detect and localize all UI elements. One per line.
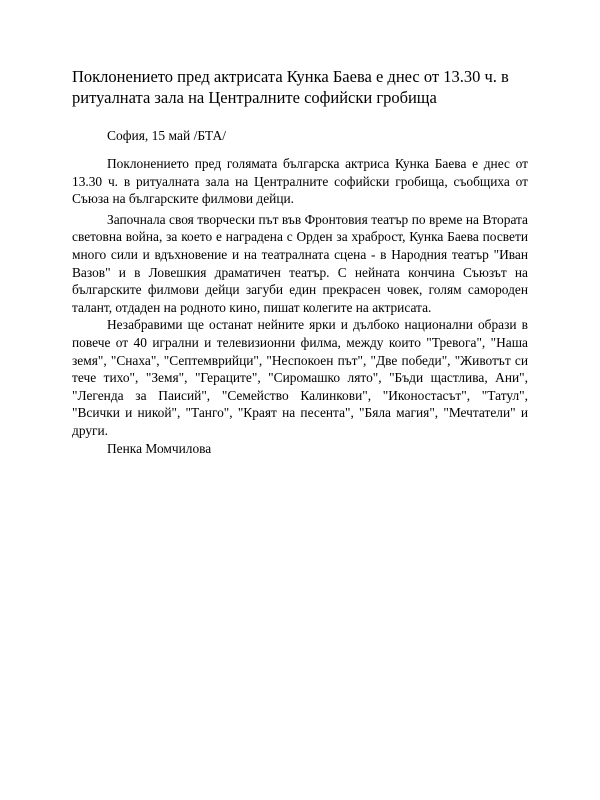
author-signature: Пенка Момчилова <box>107 440 212 456</box>
article-title: Поклонението пред актрисата Кунка Баева е днес от 13.30 ч. в ритуалната зала на Централните софийски гробища <box>72 67 509 107</box>
dateline: София, 15 май /БТА/ <box>107 128 227 143</box>
paragraph-career: Започнала своя творчески път във Фронтовия театър по време на Втората световна война, за което е наградена с Орден за храброст, Кунка Баева посвети много сили и вдъхновение и на театралната сцена - в Народния театър "Иван Вазов" и в Ловешкия драматичен театър. С нейната кончина Съюзът на българските филмови дейци загуби един прекрасен човек, голям самороден талант, отдаден на родното кино, пишат колегите на актрисата. <box>72 211 528 315</box>
article-body <box>72 155 528 457</box>
paragraph-filmography: Незабравими ще останат нейните ярки и дълбоко национални образи в повече от 40 игрални и телевизионни филма, между които "Тревога", "Наша земя", "Снаха", "Септемврийци", "Неспокоен път", "Две победи", "Животът си тече тихо", "Земя", "Гераците", "Сиромашко лято", "Бъди щастлива, Ани", "Легенда за Паисий", "Семейство Калинкови", "Иконостасът", "Татул", "Всички и никой", "Танго", "Краят на песента", "Бяла магия", "Мечтатели" и други. <box>72 317 528 438</box>
paragraph-intro: Поклонението пред голямата българска актриса Кунка Баева е днес от 13.30 ч. в ритуалната зала на Централните софийски гробища, съобщиха от Съюза на българските филмови дейци. <box>72 156 528 207</box>
